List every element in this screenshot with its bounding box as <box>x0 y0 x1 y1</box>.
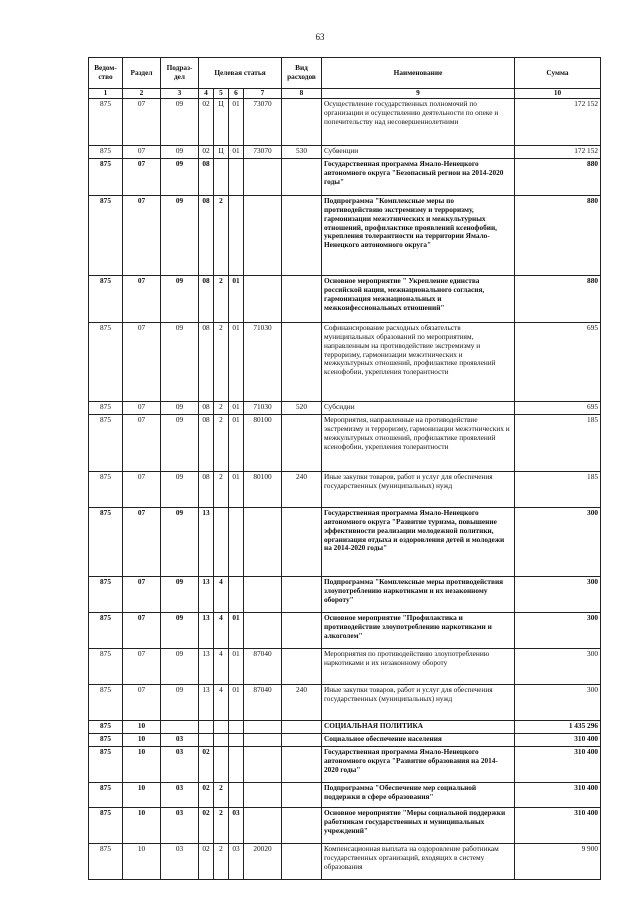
department-cell: 875 <box>89 684 123 720</box>
direction-code-cell: 80100 <box>244 471 282 507</box>
item-name-cell: Основное мероприятие "Меры социальной поддержки работникам государственных и муниципальных учреждений" <box>322 807 515 843</box>
table-row <box>89 648 601 684</box>
subprogram-code-cell: 2 <box>214 782 229 807</box>
subprogram-code-cell <box>214 158 229 195</box>
expense-type-cell <box>282 720 322 733</box>
item-name-cell: Государственная программа Ямало-Ненецкого автономного округа "Развитие туризма, повышение эффективности реализации молодежной политики, организация отдыха и оздоровления детей и молодежи на 2014-2020 годы" <box>322 507 515 576</box>
direction-code-cell: 73070 <box>244 98 282 145</box>
sum-cell: 880 <box>515 275 601 322</box>
department-cell: 875 <box>89 275 123 322</box>
expense-type-cell <box>282 612 322 648</box>
table-row <box>89 471 601 507</box>
subprogram-code-cell: 2 <box>214 275 229 322</box>
program-code-cell: 08 <box>199 401 214 414</box>
event-code-cell: 01 <box>229 98 244 145</box>
sum-cell: 695 <box>515 322 601 401</box>
item-name-cell: СОЦИАЛЬНАЯ ПОЛИТИКА <box>322 720 515 733</box>
subprogram-code-cell: 4 <box>214 684 229 720</box>
col-header-expense-type: Вид расходов <box>282 58 322 89</box>
subsection-cell: 09 <box>161 471 199 507</box>
subprogram-code-cell: 2 <box>214 322 229 401</box>
expense-type-cell <box>282 98 322 145</box>
department-cell: 875 <box>89 733 123 746</box>
page-number: 63 <box>315 32 325 42</box>
section-cell: 07 <box>123 471 161 507</box>
budget-table <box>88 57 601 880</box>
subsection-cell: 09 <box>161 684 199 720</box>
subsection-cell: 09 <box>161 401 199 414</box>
col-header-target-item: Целевая статья <box>199 58 282 89</box>
department-cell: 875 <box>89 746 123 782</box>
sum-cell: 1 435 296 <box>515 720 601 733</box>
section-cell: 10 <box>123 807 161 843</box>
department-cell: 875 <box>89 195 123 275</box>
direction-code-cell <box>244 807 282 843</box>
table-row <box>89 576 601 612</box>
department-cell: 875 <box>89 98 123 145</box>
expense-type-cell: 520 <box>282 401 322 414</box>
item-name-cell: Софинансирование расходных обязательств муниципальных образований по мероприятиям, направленным на противодействие экстремизму и терроризму, гармонизации межэтнических и межкультурных отношений, профилактике проявлений ксенофобии, укрепления толерантности <box>322 322 515 401</box>
col-number: 2 <box>123 89 161 99</box>
section-cell: 07 <box>123 414 161 471</box>
expense-type-cell <box>282 275 322 322</box>
department-cell: 875 <box>89 843 123 879</box>
column-number-row <box>89 89 601 99</box>
subsection-cell <box>161 720 199 733</box>
program-code-cell: 02 <box>199 807 214 843</box>
subsection-cell: 09 <box>161 195 199 275</box>
program-code-cell: 13 <box>199 576 214 612</box>
event-code-cell: 01 <box>229 612 244 648</box>
department-cell: 875 <box>89 145 123 158</box>
program-code-cell: 02 <box>199 145 214 158</box>
section-cell: 07 <box>123 612 161 648</box>
direction-code-cell: 71030 <box>244 322 282 401</box>
expense-type-cell <box>282 158 322 195</box>
subprogram-code-cell <box>214 507 229 576</box>
col-header-section: Раздел <box>123 58 161 89</box>
table-row <box>89 195 601 275</box>
subsection-cell: 09 <box>161 98 199 145</box>
subprogram-code-cell: 2 <box>214 195 229 275</box>
col-number: 10 <box>515 89 601 99</box>
direction-code-cell: 87040 <box>244 648 282 684</box>
department-cell: 875 <box>89 807 123 843</box>
direction-code-cell: 73070 <box>244 145 282 158</box>
program-code-cell: 02 <box>199 843 214 879</box>
col-header-department: Ведом-ство <box>89 58 123 89</box>
sum-cell: 880 <box>515 195 601 275</box>
expense-type-cell <box>282 807 322 843</box>
item-name-cell: Субвенции <box>322 145 515 158</box>
event-code-cell <box>229 195 244 275</box>
direction-code-cell <box>244 612 282 648</box>
direction-code-cell <box>244 507 282 576</box>
item-name-cell: Основное мероприятие " Укрепление единства российской нации, межнационального согласия, гармонизация межнациональных и межконфессиональных отношений" <box>322 275 515 322</box>
expense-type-cell <box>282 322 322 401</box>
item-name-cell: Подпрограмма "Обеспечение мер социальной поддержки в сфере образования" <box>322 782 515 807</box>
subsection-cell: 03 <box>161 843 199 879</box>
event-code-cell: 01 <box>229 401 244 414</box>
department-cell: 875 <box>89 322 123 401</box>
item-name-cell: Подпрограмма "Комплексные меры противодействия злоупотреблению наркотиками и их незаконному обороту" <box>322 576 515 612</box>
subprogram-code-cell: 4 <box>214 576 229 612</box>
subsection-cell: 09 <box>161 275 199 322</box>
sum-cell: 310 400 <box>515 782 601 807</box>
department-cell: 875 <box>89 414 123 471</box>
section-cell: 10 <box>123 782 161 807</box>
event-code-cell <box>229 720 244 733</box>
sum-cell: 300 <box>515 576 601 612</box>
item-name-cell: Мероприятия по противодействию злоупотреблению наркотиками и их незаконному обороту <box>322 648 515 684</box>
sum-cell: 695 <box>515 401 601 414</box>
department-cell: 875 <box>89 471 123 507</box>
item-name-cell: Иные закупки товаров, работ и услуг для обеспечения государственных (муниципальных) нужд <box>322 471 515 507</box>
subprogram-code-cell: 2 <box>214 414 229 471</box>
subprogram-code-cell: Ц <box>214 98 229 145</box>
table-row <box>89 746 601 782</box>
section-cell: 07 <box>123 145 161 158</box>
subprogram-code-cell <box>214 746 229 782</box>
sum-cell: 880 <box>515 158 601 195</box>
col-number: 8 <box>282 89 322 99</box>
program-code-cell: 02 <box>199 98 214 145</box>
table-header-row <box>89 58 601 89</box>
sum-cell: 9 900 <box>515 843 601 879</box>
section-cell: 07 <box>123 576 161 612</box>
subsection-cell: 03 <box>161 746 199 782</box>
program-code-cell: 13 <box>199 648 214 684</box>
expense-type-cell <box>282 507 322 576</box>
table-row <box>89 733 601 746</box>
section-cell: 07 <box>123 507 161 576</box>
item-name-cell: Основное мероприятие "Профилактика и противодействие злоупотреблению наркотиками и алкоголем" <box>322 612 515 648</box>
program-code-cell: 08 <box>199 275 214 322</box>
col-number: 4 <box>199 89 214 99</box>
department-cell: 875 <box>89 507 123 576</box>
department-cell: 875 <box>89 720 123 733</box>
subsection-cell: 03 <box>161 782 199 807</box>
section-cell: 07 <box>123 322 161 401</box>
table-row <box>89 322 601 401</box>
section-cell: 07 <box>123 98 161 145</box>
subsection-cell: 09 <box>161 322 199 401</box>
col-number: 1 <box>89 89 123 99</box>
section-cell: 10 <box>123 746 161 782</box>
item-name-cell: Социальное обеспечение населения <box>322 733 515 746</box>
item-name-cell: Осуществление государственных полномочий по организации и осуществлению деятельности по опеке и попечительству над несовершеннолетними <box>322 98 515 145</box>
section-cell: 10 <box>123 720 161 733</box>
subsection-cell: 09 <box>161 612 199 648</box>
subsection-cell: 09 <box>161 576 199 612</box>
department-cell: 875 <box>89 401 123 414</box>
table-row <box>89 612 601 648</box>
direction-code-cell <box>244 720 282 733</box>
sum-cell: 300 <box>515 612 601 648</box>
subsection-cell: 03 <box>161 807 199 843</box>
direction-code-cell <box>244 576 282 612</box>
section-cell: 10 <box>123 843 161 879</box>
item-name-cell: Государственная программа Ямало-Ненецкого автономного округа "Развитие образования на 2014-2020 годы" <box>322 746 515 782</box>
direction-code-cell: 87040 <box>244 684 282 720</box>
table-row <box>89 401 601 414</box>
expense-type-cell <box>282 414 322 471</box>
event-code-cell: 01 <box>229 145 244 158</box>
event-code-cell: 01 <box>229 471 244 507</box>
event-code-cell: 03 <box>229 807 244 843</box>
event-code-cell: 01 <box>229 684 244 720</box>
expense-type-cell <box>282 733 322 746</box>
event-code-cell <box>229 507 244 576</box>
sum-cell: 185 <box>515 471 601 507</box>
table-row <box>89 782 601 807</box>
department-cell: 875 <box>89 648 123 684</box>
sum-cell: 300 <box>515 648 601 684</box>
table-row <box>89 145 601 158</box>
department-cell: 875 <box>89 158 123 195</box>
subsection-cell: 09 <box>161 507 199 576</box>
section-cell: 07 <box>123 195 161 275</box>
subsection-cell: 09 <box>161 158 199 195</box>
col-number: 7 <box>244 89 282 99</box>
direction-code-cell <box>244 733 282 746</box>
table-row <box>89 720 601 733</box>
section-cell: 07 <box>123 648 161 684</box>
expense-type-cell <box>282 576 322 612</box>
sum-cell: 172 152 <box>515 145 601 158</box>
event-code-cell <box>229 782 244 807</box>
expense-type-cell <box>282 746 322 782</box>
item-name-cell: Мероприятия, направленные на противодействие экстремизму и терроризму, гармонизации межэтнических и межкультурных отношений, профилактике проявлений ксенофобии, укрепления толерантности <box>322 414 515 471</box>
program-code-cell <box>199 720 214 733</box>
subprogram-code-cell: Ц <box>214 145 229 158</box>
table-row <box>89 98 601 145</box>
table-row <box>89 275 601 322</box>
section-cell: 10 <box>123 733 161 746</box>
event-code-cell: 01 <box>229 275 244 322</box>
direction-code-cell <box>244 746 282 782</box>
subsection-cell: 09 <box>161 145 199 158</box>
expense-type-cell <box>282 648 322 684</box>
department-cell: 875 <box>89 576 123 612</box>
subprogram-code-cell: 2 <box>214 401 229 414</box>
item-name-cell: Компенсационная выплата на оздоровление работникам государственных организаций, входящих в систему образования <box>322 843 515 879</box>
event-code-cell: 01 <box>229 414 244 471</box>
col-header-sum: Сумма <box>515 58 601 89</box>
subprogram-code-cell: 4 <box>214 612 229 648</box>
department-cell: 875 <box>89 782 123 807</box>
expense-type-cell <box>282 782 322 807</box>
section-cell: 07 <box>123 275 161 322</box>
subsection-cell: 09 <box>161 648 199 684</box>
direction-code-cell: 80100 <box>244 414 282 471</box>
event-code-cell <box>229 746 244 782</box>
program-code-cell: 13 <box>199 507 214 576</box>
sum-cell: 172 152 <box>515 98 601 145</box>
section-cell: 07 <box>123 684 161 720</box>
direction-code-cell <box>244 158 282 195</box>
table-row <box>89 807 601 843</box>
subprogram-code-cell: 4 <box>214 648 229 684</box>
direction-code-cell: 20020 <box>244 843 282 879</box>
event-code-cell <box>229 733 244 746</box>
col-number: 6 <box>229 89 244 99</box>
subsection-cell: 03 <box>161 733 199 746</box>
item-name-cell: Субсидии <box>322 401 515 414</box>
section-cell: 07 <box>123 401 161 414</box>
table-row <box>89 684 601 720</box>
expense-type-cell <box>282 843 322 879</box>
subprogram-code-cell <box>214 720 229 733</box>
program-code-cell: 02 <box>199 782 214 807</box>
sum-cell: 300 <box>515 507 601 576</box>
col-number: 5 <box>214 89 229 99</box>
program-code-cell: 08 <box>199 414 214 471</box>
col-header-name: Наименование <box>322 58 515 89</box>
event-code-cell: 01 <box>229 322 244 401</box>
col-number: 9 <box>322 89 515 99</box>
direction-code-cell <box>244 275 282 322</box>
item-name-cell: Иные закупки товаров, работ и услуг для обеспечения государственных (муниципальных) нужд <box>322 684 515 720</box>
program-code-cell: 08 <box>199 158 214 195</box>
direction-code-cell: 71030 <box>244 401 282 414</box>
event-code-cell: 01 <box>229 648 244 684</box>
program-code-cell: 13 <box>199 612 214 648</box>
program-code-cell: 02 <box>199 746 214 782</box>
subprogram-code-cell: 2 <box>214 843 229 879</box>
item-name-cell: Подпрограмма "Комплексные меры по противодействию экстремизму и терроризму, гармонизации межэтнических и межкультурных отношений, профилактике проявлений ксенофобии, укрепления толерантности на территории Ямало-Ненецкого автономного округа" <box>322 195 515 275</box>
sum-cell: 185 <box>515 414 601 471</box>
event-code-cell: 03 <box>229 843 244 879</box>
program-code-cell: 08 <box>199 322 214 401</box>
program-code-cell <box>199 733 214 746</box>
sum-cell: 310 400 <box>515 733 601 746</box>
expense-type-cell: 530 <box>282 145 322 158</box>
event-code-cell <box>229 158 244 195</box>
item-name-cell: Государственная программа Ямало-Ненецкого автономного округа "Безопасный регион на 2014-2020 годы" <box>322 158 515 195</box>
expense-type-cell: 240 <box>282 684 322 720</box>
subprogram-code-cell <box>214 733 229 746</box>
direction-code-cell <box>244 782 282 807</box>
table-row <box>89 507 601 576</box>
program-code-cell: 08 <box>199 195 214 275</box>
sum-cell: 310 400 <box>515 746 601 782</box>
direction-code-cell <box>244 195 282 275</box>
program-code-cell: 08 <box>199 471 214 507</box>
expense-type-cell: 240 <box>282 471 322 507</box>
department-cell: 875 <box>89 612 123 648</box>
col-number: 3 <box>161 89 199 99</box>
expense-type-cell <box>282 195 322 275</box>
table-row <box>89 158 601 195</box>
subsection-cell: 09 <box>161 414 199 471</box>
table-row <box>89 843 601 879</box>
col-header-subsection: Подраз-дел <box>161 58 199 89</box>
subprogram-code-cell: 2 <box>214 471 229 507</box>
subprogram-code-cell: 2 <box>214 807 229 843</box>
section-cell: 07 <box>123 158 161 195</box>
event-code-cell <box>229 576 244 612</box>
sum-cell: 310 400 <box>515 807 601 843</box>
program-code-cell: 13 <box>199 684 214 720</box>
sum-cell: 300 <box>515 684 601 720</box>
table-row <box>89 414 601 471</box>
